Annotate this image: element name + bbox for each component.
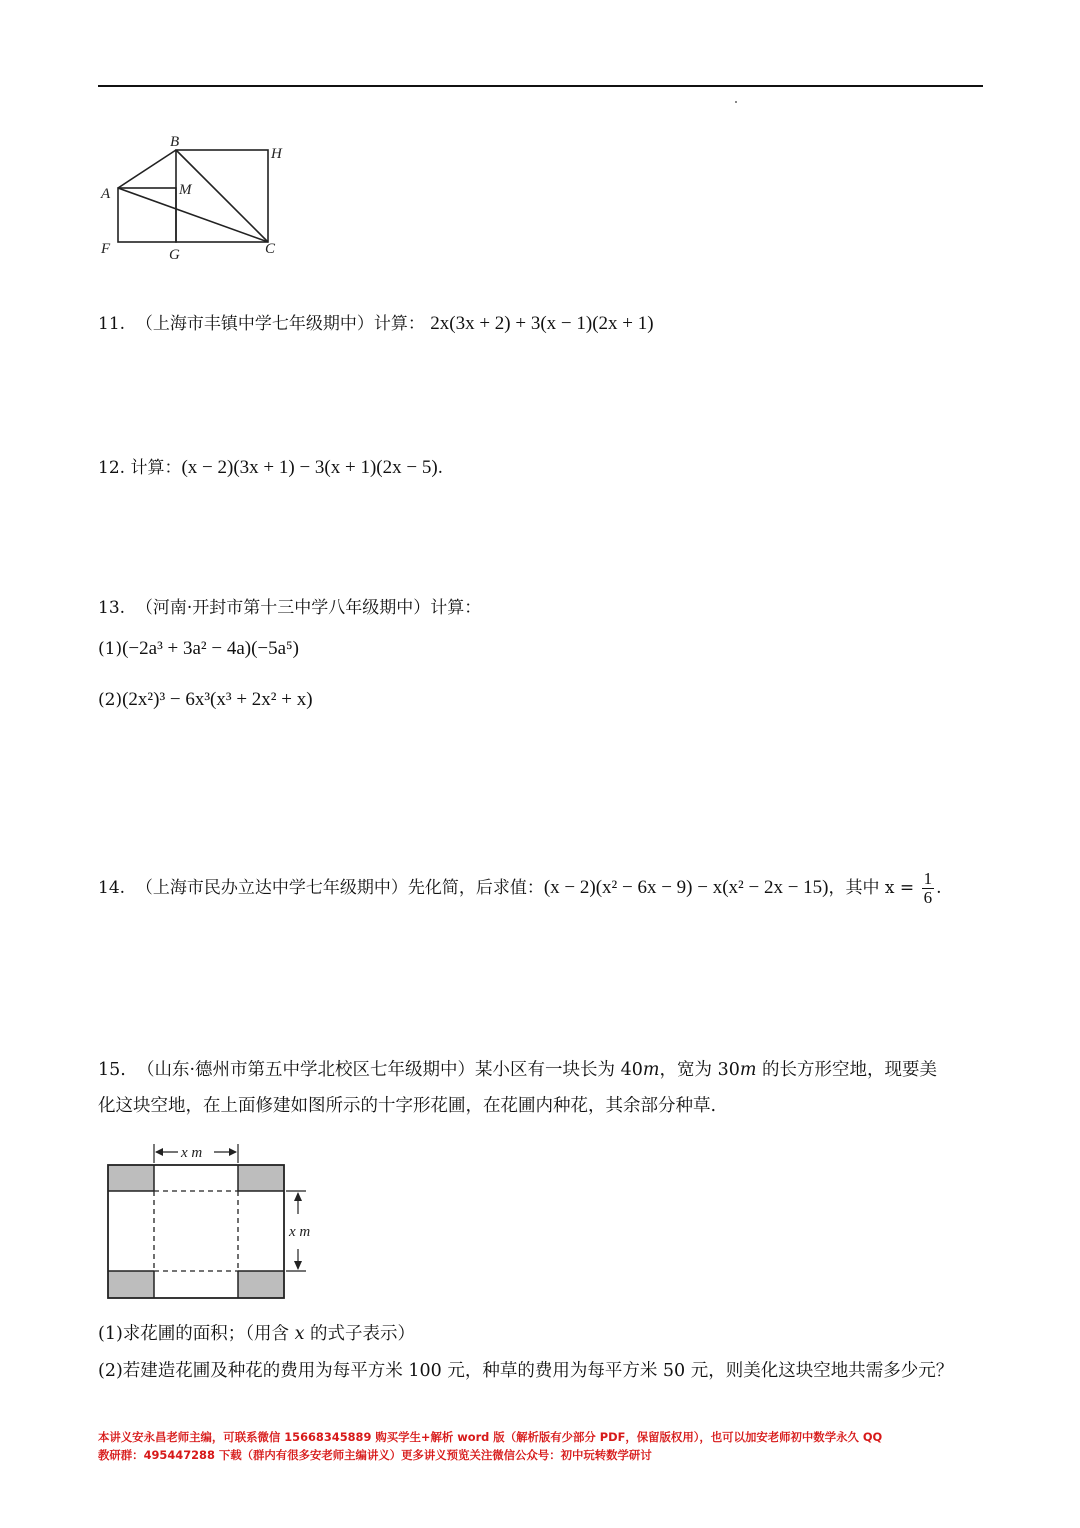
- q14-fraction-numerator: 1: [923, 869, 933, 888]
- q14-fraction-denominator: 6: [923, 888, 933, 907]
- q15-number: 15.: [98, 1060, 126, 1080]
- q13-prompt: 计算：: [430, 598, 482, 618]
- q13-number: 13.: [98, 598, 126, 618]
- garden-figure: [100, 1138, 330, 1308]
- footer-line-2: 教研群：495447288 下载（群内有很多安老师主编讲义）更多讲义预览关注微信公众号：初中玩转数学研讨: [98, 1448, 652, 1462]
- q15-unit-2: m: [739, 1060, 757, 1080]
- q15-part1-a: (1)求花圃的面积；（用含: [98, 1324, 295, 1344]
- label-f: F: [101, 241, 111, 257]
- label-a: A: [101, 186, 111, 202]
- question-12: [98, 455, 443, 481]
- q14-condition: ，其中 x =: [828, 878, 915, 898]
- stray-dot: [735, 101, 737, 103]
- footer-line-1: 本讲义安永昌老师主编，可联系微信 15668345889 购买学生+解析 word 版（解析版有少部分 PDF，保留版权用），也可以加安老师初中数学永久 QQ: [98, 1430, 883, 1444]
- question-13: [98, 595, 481, 621]
- q12-expression: (x − 2)(3x + 1) − 3(x + 1)(2x − 5): [181, 457, 438, 478]
- q15-part-1: [98, 1321, 415, 1347]
- q12-end: .: [437, 458, 444, 478]
- q12-prompt: 计算：: [130, 458, 182, 478]
- q13-part-1: [98, 636, 299, 662]
- q15-part-2: [98, 1358, 953, 1384]
- q13-part2-expression: (2x²)³ − 6x³(x³ + 2x² + x): [122, 689, 313, 710]
- question-11: [98, 311, 654, 337]
- q15-line-2: 化这块空地，在上面修建如图所示的十字形花圃，在花圃内种花，其余部分种草.: [98, 1096, 717, 1116]
- q15-text-b: ，宽为 30: [659, 1060, 740, 1080]
- q14-fraction: [922, 870, 935, 907]
- q15-part2: (2)若建造花圃及种花的费用为每平方米 100 元，种草的费用为每平方米 50 元，则美化这块空地共需多少元？: [98, 1361, 954, 1381]
- q14-source: （上海市民办立达中学七年级期中）: [135, 878, 408, 898]
- fig-label-top: x m: [181, 1145, 203, 1161]
- label-m: M: [179, 182, 192, 198]
- label-b: B: [170, 134, 180, 150]
- label-h: H: [271, 146, 282, 162]
- question-15: [98, 1052, 986, 1124]
- q14-prompt: 先化简，后求值：: [407, 878, 544, 898]
- q11-expression: 2x(3x + 2) + 3(x − 1)(2x + 1): [430, 313, 654, 334]
- fig-label-right: x m: [289, 1224, 311, 1240]
- q11-number: 11.: [98, 314, 126, 334]
- label-c: C: [265, 241, 276, 257]
- q15-text-c: 的长方形空地，现要美: [756, 1060, 938, 1080]
- q14-number: 14.: [98, 878, 126, 898]
- q11-source: （上海市丰镇中学七年级期中）: [135, 314, 374, 334]
- q13-part-2: [98, 687, 313, 713]
- q13-source: （河南·开封市第十三中学八年级期中）: [135, 598, 431, 618]
- question-14: [98, 870, 941, 907]
- q13-part2-label: (2): [98, 690, 123, 710]
- q11-prompt: 计算：: [373, 314, 425, 334]
- footer-note: [98, 1428, 984, 1464]
- geometry-figure: [98, 130, 298, 265]
- q14-end: .: [936, 878, 942, 898]
- q15-part1-var: x: [294, 1324, 305, 1344]
- q12-number: 12.: [98, 458, 126, 478]
- q13-part1-label: (1): [98, 639, 123, 659]
- q15-source: （山东·德州市第五中学北校区七年级期中）: [136, 1060, 476, 1080]
- q15-unit-1: m: [642, 1060, 660, 1080]
- q15-part1-b: 的式子表示）: [304, 1324, 416, 1344]
- q13-part1-expression: (−2a³ + 3a² − 4a)(−5a⁵): [122, 638, 300, 659]
- label-g: G: [169, 247, 180, 263]
- header-rule: [98, 85, 983, 87]
- q15-text-a: 某小区有一块长为 40: [475, 1060, 643, 1080]
- q14-expression: (x − 2)(x² − 6x − 9) − x(x² − 2x − 15): [543, 877, 829, 898]
